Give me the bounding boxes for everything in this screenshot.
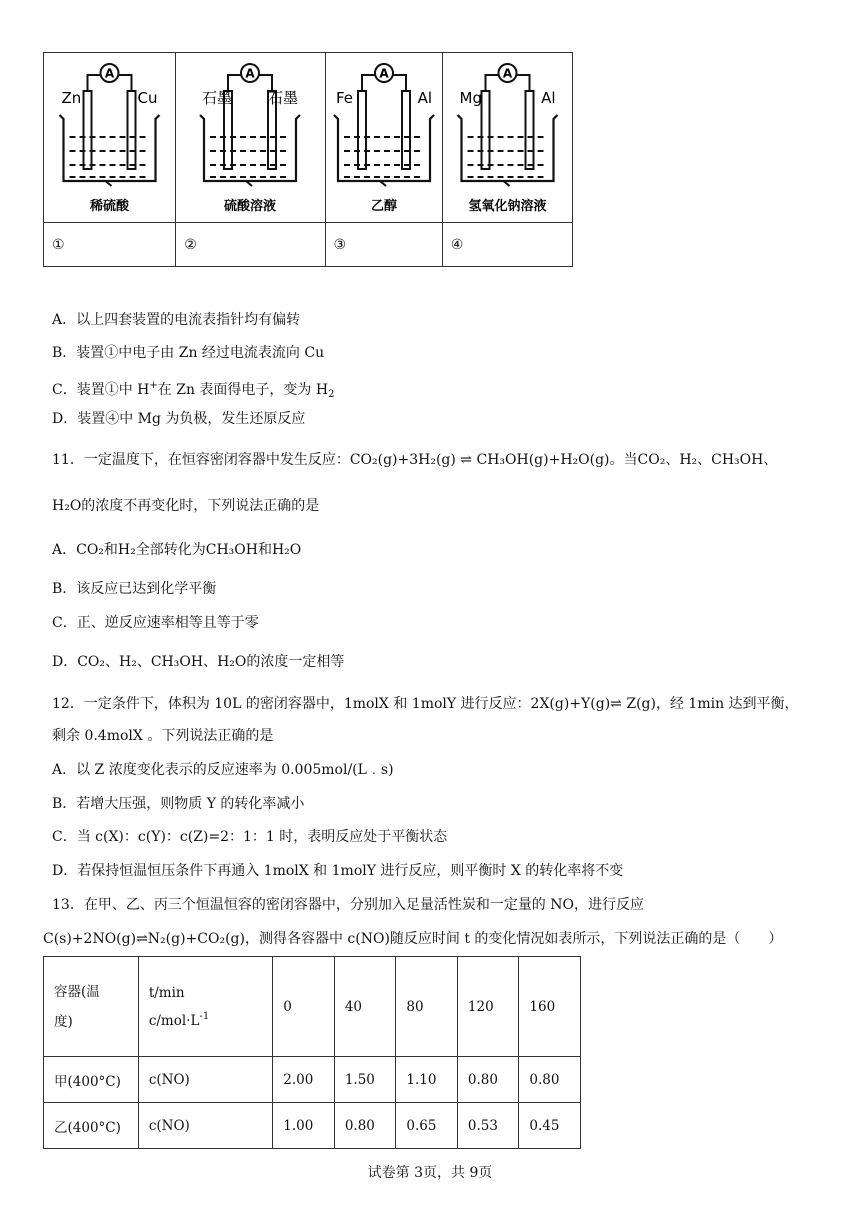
q10-c-text-2: 在 Zn 表面得电子，变为 H [157,382,329,398]
q13-stem-line-1: 13．在甲、乙、丙三个恒温恒容的密闭容器中，分别加入足量活性炭和一定量的 NO，进行反应 [52,897,644,913]
q12-option-a: A．以 Z 浓度变化表示的反应速率为 0.005mol/(L﹒s) [52,762,394,778]
q10-c-text-1: C．装置①中 H [52,382,150,398]
ammeter-label: A [245,66,256,81]
apparatus-3-diagram [328,53,440,218]
q13-row2-v4: 0.45 [519,1103,581,1149]
q11-stem-line-2: H₂O的浓度不再变化时，下列说法正确的是 [52,498,320,514]
table-row [44,1057,581,1103]
wire-left [88,75,101,91]
wire-left [485,75,498,91]
right-electrode [525,91,533,169]
q10-option-a: A．以上四套装置的电流表指针均有偏转 [52,312,301,328]
q13-row2-v3: 0.53 [457,1103,519,1149]
beaker-outline [334,115,434,181]
right-electrode-label: Al [540,89,556,107]
solution-label: 稀硫酸 [90,199,130,214]
q13-time-1: 40 [334,957,396,1057]
apparatus-cell-2 [176,53,325,223]
q11-option-a: A．CO₂和H₂全部转化为CH₃OH和H₂O [52,542,302,558]
wire-right [393,75,406,91]
beaker-outline [200,115,300,181]
apparatus-cell-1 [44,53,176,223]
q13-row1-v0: 2.00 [273,1057,335,1103]
q13-row2-v0: 1.00 [273,1103,335,1149]
right-electrode-label: Cu [137,89,158,107]
q12-stem-line-1: 12．一定条件下，体积为 10L 的密闭容器中，1molX 和 1molY 进行反应：2X(g)+Y(g)⇌ Z(g)，经 1min 达到平衡， [52,696,799,712]
apparatus-1-diagram [47,53,172,218]
q13-header-vessel-b: 度) [54,1013,73,1030]
q10-c-sub: 2 [328,389,335,400]
q13-row1-vessel: 甲(400°C) [44,1057,139,1103]
apparatus-4-diagram [445,53,570,218]
beaker-outline [457,115,557,181]
left-electrode [358,91,366,169]
q13-row2-vessel: 乙(400°C) [44,1103,139,1149]
right-electrode [402,91,410,169]
q10-option-b: B．装置①中电子由 Zn 经过电流表流向 Cu [52,345,325,361]
q13-header-time: t/min [148,984,185,1001]
right-electrode-label: Al [417,89,432,107]
apparatus-table [43,52,573,267]
q10-option-c [52,376,334,405]
left-electrode [481,91,489,169]
q11-option-c: C．正、逆反应速率相等且等于零 [52,615,259,631]
q13-time-0: 0 [273,957,335,1057]
q13-time-2: 80 [396,957,458,1057]
apparatus-num-2: ② [176,223,325,267]
q11-stem-tail: 。当CO₂、H₂、CH₃OH、 [609,452,778,468]
apparatus-num-1: ① [44,223,176,267]
solution-label: 乙醇 [370,199,397,214]
apparatus-num-3: ③ [325,223,442,267]
apparatus-2-diagram [180,53,320,218]
table-row [44,1103,581,1149]
left-electrode-label: Fe [335,89,353,107]
q11-stem-line-1 [52,450,777,470]
q13-header-time-conc [138,957,272,1057]
solution-label: 硫酸溶液 [224,199,277,214]
q13-row1-quantity: c(NO) [138,1057,272,1103]
q11-option-d: D．CO₂、H₂、CH₃OH、H₂O的浓度一定相等 [52,654,345,670]
q13-time-3: 120 [457,957,519,1057]
apparatus-cell-4 [442,53,572,223]
wire-right [119,75,132,91]
apparatus-num-4: ④ [442,223,572,267]
q13-header-vessel-a: 容器(温 [54,983,100,1000]
q13-header-conc-sup: -1 [199,1010,210,1022]
q11-option-b: B．该反应已达到化学平衡 [52,581,217,597]
q13-header-vessel [44,957,139,1057]
q13-row1-v1: 1.50 [334,1057,396,1103]
q11-stem-text: 11．一定温度下，在恒容密闭容器中发生反应： [52,452,350,468]
q12-option-b: B．若增大压强，则物质 Y 的转化率减小 [52,796,305,812]
ammeter-label: A [378,66,389,81]
ammeter-label: A [502,66,513,81]
left-electrode-label: 石墨 [202,89,233,107]
q13-data-table [43,956,581,1149]
q12-option-d: D．若保持恒温恒压条件下再通入 1molX 和 1molY 进行反应，则平衡时 X 的转化率将不变 [52,863,624,879]
q13-header-conc: c/mol·L [148,1012,200,1029]
left-electrode-label: Mg [459,89,482,107]
q13-row1-v2: 1.10 [396,1057,458,1103]
right-electrode [128,91,136,169]
q10-c-sup: + [149,380,158,391]
q12-stem-line-2: 剩余 0.4molX 。下列说法正确的是 [52,728,274,744]
left-electrode-label: Zn [61,89,82,107]
left-electrode [84,91,92,169]
q13-row2-v1: 0.80 [334,1103,396,1149]
right-electrode-label: 石墨 [268,89,299,107]
q13-time-4: 160 [519,957,581,1057]
q10-option-d: D．装置④中 Mg 为负极，发生还原反应 [52,411,306,427]
beaker-outline [60,115,160,181]
q13-row2-quantity: c(NO) [138,1103,272,1149]
q13-row1-v3: 0.80 [457,1057,519,1103]
page-footer: 试卷第 3页，共 9页 [367,1165,493,1181]
q12-option-c: C．当 c(X)：c(Y)：c(Z)=2：1：1 时，表明反应处于平衡状态 [52,829,448,845]
q11-equation: CO₂(g)+3H₂(g) ⇌ CH₃OH(g)+H₂O(g) [349,452,610,468]
wire-right [516,75,529,91]
apparatus-cell-3 [325,53,442,223]
q13-row2-v2: 0.65 [396,1103,458,1149]
q13-stem-line-2: C(s)+2NO(g)⇌N₂(g)+CO₂(g)，测得各容器中 c(NO)随反应时间 t 的变化情况如表所示，下列说法正确的是（ ） [43,931,783,947]
solution-label: 氢氧化钠溶液 [468,199,547,214]
wire-left [362,75,375,91]
ammeter-label: A [104,66,115,81]
q13-row1-v4: 0.80 [519,1057,581,1103]
